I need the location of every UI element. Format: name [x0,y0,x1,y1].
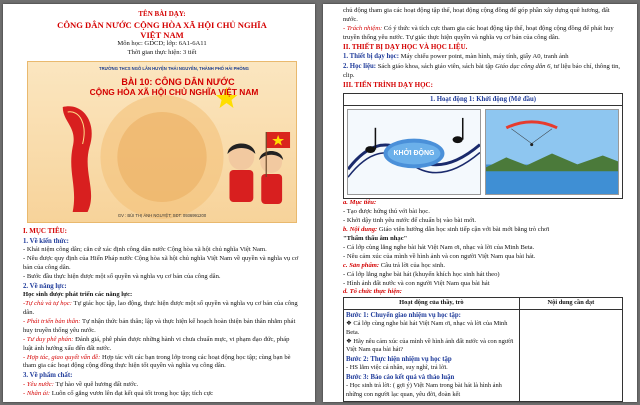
heading-kien-thuc: 1. Về kiến thức: [23,237,69,245]
thiet-bi-item-2: 2. Học liệu: Sách giáo khoa, sách giáo viên, sách bài tập Giáo dục công dân 6, tư liệu báo chí, thông tin, clip. [343,63,621,80]
kien-thuc-item-2: - Nêu được quy định của Hiến Pháp nước Cộng hòa xã hội chủ nghĩa Việt Nam về quyền và nghĩa vụ cơ bản của công dân. [23,254,299,271]
banner-lesson-line2: CỘNG HÒA XÃ HỘI CHỦ NGHĨA VIỆT NAM [89,87,259,98]
left-page [3,4,315,402]
nang-luc-item-4: - Hợp tác, giao quyết vấn đề: Hợp tác với các bạn trong lớp trong các hoạt động học tập; cùng bạn bè tham gia các hoạt động cộng đồng thực hiện tốt quyền và nghĩa vụ công dân. [23,353,291,370]
muc-tieu-item-2: - Khởi dậy tinh yêu nước để chuẩn bị vào bài mới. [343,216,477,224]
section-muc-tieu: I. MỤC TIÊU: [23,227,68,236]
kien-thuc-item-1: - Khái niệm công dân; căn cứ xác định công dân nước Cộng hòa xã hội chủ nghĩa Việt Nam. [23,245,267,253]
paragliding-photo [485,109,619,195]
step-1-item-2: ❖ Hãy nêu cảm xúc của mình về hình ảnh đất nước và con người Việt Nam qua bài hát? [346,337,514,354]
nang-luc-item-1: -Tự chủ và tự học: Tự giác học tập, lao động, thực hiện được một số quyền và nghĩa vụ cơ bản của công dân. [23,299,298,316]
nang-luc-intro: Học sinh được phát triển các năng lực: [23,290,133,298]
intro-paragraph: chủ động tham gia các hoạt động tập thể, hoạt động cộng đồng để góp phần xây dựng quê hương, đất nước. [343,7,610,23]
lesson-title-line1: CÔNG DÂN NƯỚC CỘNG HÒA XÃ HỘI CHỦ NGHĨA [57,19,267,30]
landscape-photo [486,110,618,194]
step-3-text: - Học sinh trả lời: ( gợi ý) Việt Nam trong bài hát là hình ảnh những con người lạc quan, yêu đời, đoàn kết [346,382,502,399]
to-chuc-heading: d. Tổ chức thực hiện: [343,288,402,296]
heading-nang-luc: 2. Về năng lực: [23,282,67,290]
lesson-title-line2: VIỆT NAM [140,29,184,40]
step-2-title: Bước 2: Thực hiện nhiệm vụ học tập [346,356,452,364]
kien-thuc-item-3: - Bước đầu thực hiện được một số quyền và nghĩa vụ cơ bản của công dân. [23,272,221,280]
lesson-banner-image [27,61,297,223]
muc-tieu-heading: a. Mục tiêu: [343,198,377,206]
lesson-title-label: TÊN BÀI DẠY: [138,10,186,18]
san-pham-item-1: - Cả lớp lắng nghe bài hát (khuyến khích học sinh hát theo) [343,270,500,278]
banner-school-name: TRƯỜNG THCS NGÔ LÂN HUYỆN THÁI NGUYÊN, THÀNH PHỐ HẢI PHÒNG [99,66,249,72]
activity-1-box [343,93,623,199]
right-page [323,4,637,402]
muc-tieu-item-1: - Tạo được hứng thú với bài học. [343,207,430,215]
nang-luc-item-2: - Phát triển bản thân: Tự nhận thức bản thân; lập và thực hiện kế hoạch hoàn thiện bản thân nhằm phát huy truyền thống yêu nước. [23,317,296,334]
table-content-cell [519,310,622,402]
banner-lesson-line1: BÀI 10: CÔNG DÂN NƯỚC [121,77,235,88]
section-thiet-bi: II. THIẾT BỊ DẠY HỌC VÀ HỌC LIỆU. [343,42,468,51]
trach-nhiem-paragraph: - Trách nhiệm: Có ý thức và tích cực tham gia các hoạt động tập thể, hoạt động cộng đồng để phát huy truyền thống yêu nước. Tự giác thực hiện quyền và nghĩa vụ cơ bản của công dân. [343,24,614,41]
step-3-title: Bước 3: Báo cáo kết quả và thảo luận [346,374,455,382]
san-pham-item-2: - Hình ảnh đất nước và con người Việt Nam qua bài hát [343,279,490,287]
duration-line: Thời gian thực hiện: 3 tiết [127,49,197,57]
noi-dung-item-1: - Cả lớp cùng lắng nghe bài hát Việt Nam ơi, nhạc và lời của Minh Beta. [343,243,535,251]
heading-pham-chat: 3. Về phẩm chất: [23,372,73,380]
san-pham-paragraph: c. Sản phẩm: Câu trả lời của học sinh. [343,261,446,269]
khoi-dong-label: KHỞI ĐỘNG [393,149,435,157]
table-header-col2: Nội dung cần đạt [519,298,622,310]
nang-luc-item-3: - Tư duy phê phán: Đánh giá, phê phán được những hành vi chưa chuẩn mực, vi phạm đạo đức, pháp luật ảnh hưởng xấu đến đất nước. [23,335,290,352]
khoi-dong-image [347,109,481,195]
noi-dung-item-2: - Nêu cảm xúc của mình về hình ảnh và con người Việt Nam qua bài hát. [343,252,536,260]
activity-1-title: 1. Hoạt động 1: Khởi động (Mở đầu) [344,94,622,106]
banner-footer: GV : BÙI THỊ ÁNH NGUYỆT; SĐT: 0936991200 [117,213,207,219]
pham-chat-item-1: - Yêu nước: Tự hào về quê hương đất nước. [23,380,139,388]
step-1-title: Bước 1: Chuyển giao nhiệm vụ học tập: [346,312,461,320]
step-2-text: - HS lắm việc cá nhân, suy nghĩ, trả lời. [346,364,448,372]
activity-table [343,297,623,401]
noi-dung-game-name: "Thẩm thấu âm nhạc" [343,234,408,242]
subject-line: Môn học: GDCD; lớp: 6A1-6A11 [117,40,207,48]
thiet-bi-item-1: 1. Thiết bị dạy học: Máy chiếu power point, màn hình, máy tính, giấy A0, tranh ảnh [343,53,569,61]
noi-dung-paragraph: b. Nội dung: Giáo viên hướng dẫn học sinh tiếp cận với bài mới bằng trò chơi [343,225,550,233]
step-1-item-1: ❖ Cả lớp cùng nghe bài hát Việt Nam ơi, nhạc và lời của Minh Beta. [346,320,508,337]
pham-chat-item-2: - Nhân ái: Luôn cố gắng vươn lên đạt kết quả tốt trong học tập; tích cực [23,389,214,397]
table-row [344,310,623,402]
section-tien-trinh: III. TIẾN TRÌNH DẠY HỌC: [343,81,433,90]
table-header-col1: Hoạt động của thầy, trò [344,298,520,310]
